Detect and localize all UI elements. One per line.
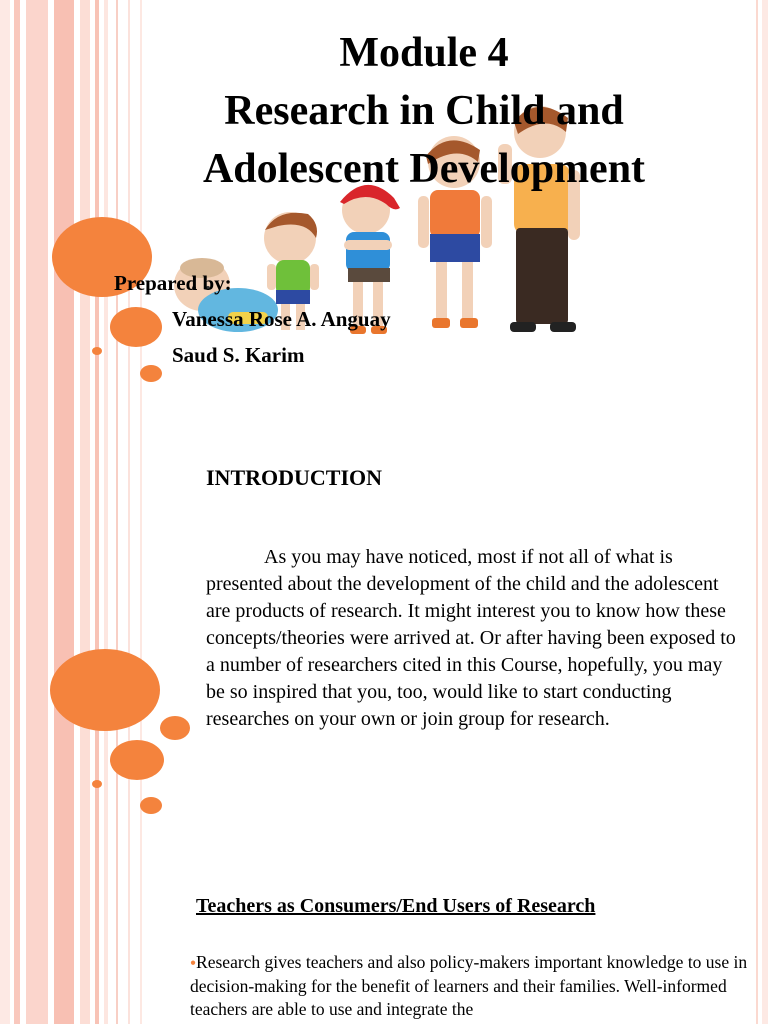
decor-circle [92,347,102,355]
decor-circle [140,365,162,382]
section-text: Research gives teachers and also policy-makers important knowledge to use in decision-making for the benefit of learners and their families. Well-informed teachers are able to use and integrate the [190,952,748,1019]
title-line-1: Module 4 [339,30,509,76]
decor-circle [50,649,160,731]
right-stripe [762,0,768,1024]
right-stripe-thin [756,0,758,1024]
decor-circle [110,307,162,347]
section-heading: Teachers as Consumers/End Users of Research [196,895,596,917]
bullet-icon: ● [190,957,197,969]
page-title [150,24,698,198]
decorative-stripes [0,0,150,1024]
introduction-text: As you may have noticed, most if not all of what is presented about the development of the child and the adolescent are products of research. It might interest you to know how these concepts/theories were arrived at. Or after having been exposed to a number of researchers cited in this Course, hopefully, you may be so inspired that you, too, would like to start conducting researches on your own or join group for research. [206,546,736,730]
section-paragraph [190,951,750,1020]
introduction-paragraph [206,544,736,733]
title-line-2: Research in Child and [224,88,624,134]
author-name: Saud S. Karim [172,343,305,367]
decor-circle [92,780,102,788]
decor-circle [110,740,164,780]
decor-circle [160,716,190,740]
title-line-3: Adolescent Development [202,146,646,192]
author-name: Vanessa Rose A. Anguay [172,307,391,331]
decor-circle [140,797,162,814]
prepared-by-label: Prepared by: [114,271,232,295]
introduction-heading: INTRODUCTION [206,465,383,490]
